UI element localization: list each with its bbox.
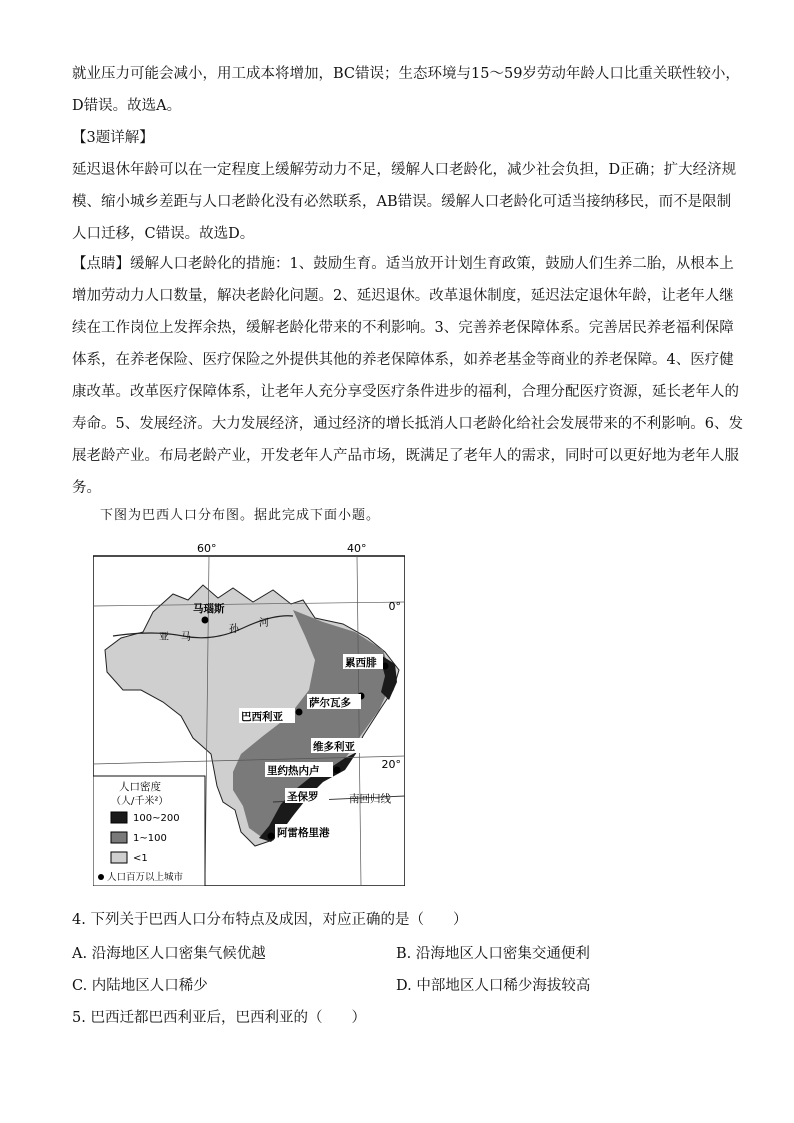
legend-swatch	[111, 832, 127, 843]
text-line: 体系，在养老保险、医疗保险之外提供其他的养老保障体系，如养老基金等商业的养老保障。4、医疗健	[72, 352, 734, 368]
legend-label: <1	[133, 853, 148, 864]
answer-paragraph-2	[72, 58, 740, 122]
city-marker	[268, 833, 275, 840]
text-line: 展老龄产业。布局老龄产业，开发老年人产品市场，既满足了老年人的需求，同时可以更好地为老年人服	[72, 448, 739, 464]
river-label: 河	[259, 618, 269, 629]
option-c: C. 内陆地区人口稀少	[72, 978, 208, 994]
answer-paragraph-3	[72, 154, 737, 250]
text-line: 康改革。改革医疗保障体系，让老年人充分享受医疗条件进步的福利，合理分配医疗资源，延长老年人的	[72, 384, 739, 400]
text-line: 延迟退休年龄可以在一定程度上缓解劳动力不足，缓解人口老龄化，减少社会负担，D正确；扩大经济规	[72, 162, 737, 178]
svg-text:圣保罗: 圣保罗	[287, 791, 319, 803]
text-line: 增加劳动力人口数量，解决老龄化问题。2、延迟退休。改革退休制度，延迟法定退休年龄，让老年人继	[72, 288, 734, 304]
city-label	[343, 654, 383, 669]
tips-paragraph	[72, 248, 743, 504]
lat-label: 0°	[388, 600, 401, 613]
svg-text:阿雷格里港: 阿雷格里港	[277, 827, 330, 839]
city-label	[239, 708, 295, 723]
text-line: 寿命。5、发展经济。大力发展经济，通过经济的增长抵消人口老龄化给社会发展带来的不利影响。6、发	[72, 416, 743, 432]
legend-city-icon	[98, 874, 104, 880]
text-line: 模、缩小城乡差距与人口老龄化没有必然联系，AB错误。缓解人口老龄化可适当接纳移民，而不是限制	[72, 194, 732, 210]
svg-text:萨尔瓦多: 萨尔瓦多	[309, 697, 351, 709]
svg-text:维多利亚: 维多利亚	[313, 741, 355, 753]
river-label: 马	[181, 632, 191, 643]
city-marker	[296, 709, 303, 716]
option-d: D. 中部地区人口稀少海拔较高	[396, 978, 591, 994]
option-b: B. 沿海地区人口密集交通便利	[396, 946, 590, 962]
svg-text:巴西利亚: 巴西利亚	[241, 711, 283, 723]
question-5-stem: 5. 巴西迁都巴西利亚后，巴西利亚的（ ）	[72, 1010, 366, 1026]
city-marker	[202, 617, 209, 624]
city-marker	[334, 767, 341, 774]
text-line: 【点睛】缓解人口老龄化的措施：1、鼓励生育。适当放开计划生育政策，鼓励人们生养二胎，从根本上	[72, 256, 734, 272]
legend-swatch	[111, 852, 127, 863]
city-label	[285, 788, 329, 803]
legend-swatch	[111, 812, 127, 823]
q3-heading: 【3题详解】	[72, 130, 154, 146]
map-caption: 下图为巴西人口分布图。据此完成下面小题。	[100, 508, 381, 523]
svg-text:里约热内卢: 里约热内卢	[267, 765, 320, 777]
legend-label: 100~200	[133, 813, 180, 824]
question-4-stem: 4. 下列关于巴西人口分布特点及成因，对应正确的是（ ）	[72, 912, 468, 928]
city-label	[311, 738, 367, 753]
city-label	[275, 824, 341, 839]
text-line: D错误。故选A。	[72, 98, 182, 114]
svg-text:累西腓: 累西腓	[345, 657, 377, 669]
legend-unit: （人/千米²）	[111, 796, 169, 807]
brazil-population-map	[93, 540, 405, 886]
river-label: 亚	[159, 632, 169, 643]
legend-label: 1~100	[133, 833, 167, 844]
lat-label: 20°	[381, 758, 401, 771]
svg-text:马瑙斯: 马瑙斯	[193, 603, 225, 615]
city-label	[265, 762, 333, 777]
legend-label: 人口百万以上城市	[107, 872, 184, 883]
city-label	[193, 602, 225, 615]
text-line: 人口迁移，C错误。故选D。	[72, 226, 255, 242]
legend-title: 人口密度	[119, 781, 161, 793]
map-legend	[93, 776, 205, 886]
text-line: 续在工作岗位上发挥余热，缓解老龄化带来的不利影响。3、完善养老保障体系。完善居民养老福利保障	[72, 320, 734, 336]
river-label: 孙	[229, 624, 239, 635]
city-label	[307, 694, 361, 709]
option-a: A. 沿海地区人口密集气候优越	[72, 946, 266, 962]
text-line: 就业压力可能会减小，用工成本将增加，BC错误；生态环境与15～59岁劳动年龄人口比重关联性较小，	[72, 66, 740, 82]
text-line: 务。	[72, 480, 101, 496]
tropic-label: 南回归线	[349, 793, 391, 805]
lon-label: 40°	[347, 542, 367, 555]
lon-label: 60°	[197, 542, 217, 555]
